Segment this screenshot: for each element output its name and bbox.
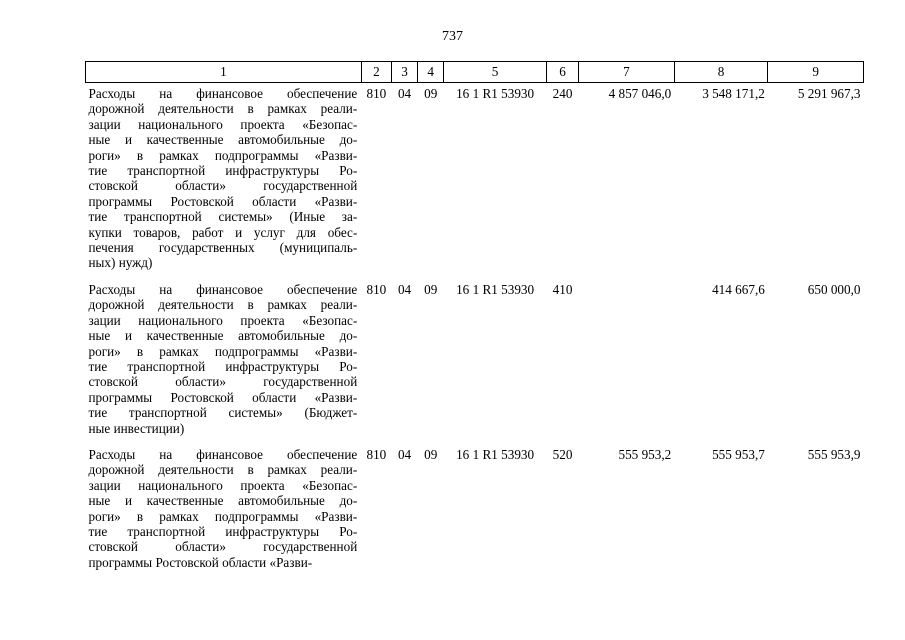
section-code: 04 (397, 281, 412, 297)
expense-type-code: 240 (552, 86, 573, 101)
table-header-row (86, 62, 864, 83)
description-line: тие транспортной инфраструктуры Ро- (88, 163, 358, 179)
table-row (86, 279, 864, 444)
amount-col8: 414 667,6 (712, 281, 765, 297)
description-line: зации национального проекта «Безопас- (88, 477, 358, 493)
description-line: дорожной деятельности в рамках реали- (88, 101, 358, 117)
column-header: 4 (418, 62, 444, 83)
description-line: ные инвестиции) (88, 420, 185, 436)
description-line: ные и качественные автомобильные до- (88, 493, 358, 509)
amount-col8: 3 548 171,2 (702, 86, 765, 101)
target-article-code: 16 1 R1 53930 (456, 281, 535, 297)
table-row (86, 83, 864, 279)
subsection-code: 09 (424, 446, 438, 462)
expense-description (86, 444, 362, 578)
ministry-code: 810 (366, 86, 387, 101)
subsection-code: 09 (424, 281, 438, 297)
table-row (86, 444, 864, 578)
description-line: стовской области» государственной (88, 374, 358, 390)
expense-type-code: 410 (552, 281, 573, 297)
ministry-code: 810 (366, 446, 387, 462)
description-line: зации национального проекта «Безопас- (88, 312, 358, 328)
description-line: роги» в рамках подпрограммы «Разви- (88, 147, 358, 163)
expense-description (86, 279, 362, 444)
budget-table (85, 61, 864, 578)
description-line: дорожной деятельности в рамках реали- (88, 297, 358, 313)
description-line: купки товаров, работ и услуг для обес- (88, 224, 358, 240)
table-body (86, 83, 864, 579)
description-line: стовской области» государственной (88, 539, 358, 555)
amount-col8: 555 953,7 (712, 446, 765, 462)
target-article-code: 16 1 R1 53930 (456, 86, 535, 101)
column-header: 3 (391, 62, 417, 83)
column-header: 8 (674, 62, 768, 83)
amount-col9: 650 000,0 (807, 281, 861, 297)
column-header: 9 (768, 62, 864, 83)
description-line: тие транспортной системы» (Бюджет- (88, 405, 358, 421)
description-line: дорожной деятельности в рамках реали- (88, 462, 358, 478)
description-line: Расходы на финансовое обеспечение (88, 281, 358, 297)
column-header: 1 (86, 62, 362, 83)
column-header: 2 (361, 62, 391, 83)
description-line: Расходы на финансовое обеспечение (88, 446, 358, 462)
description-line: роги» в рамках подпрограммы «Разви- (88, 343, 358, 359)
description-line: программы Ростовской области «Разви- (88, 193, 358, 209)
description-line: тие транспортной инфраструктуры Ро- (88, 358, 358, 374)
description-line: стовской области» государственной (88, 178, 358, 194)
amount-col9: 555 953,9 (807, 446, 861, 462)
amount-col7: 4 857 046,0 (608, 86, 672, 101)
description-line: ных) нужд) (88, 255, 153, 271)
description-line: тие транспортной инфраструктуры Ро- (88, 523, 358, 539)
page-number: 737 (442, 29, 463, 44)
amount-col9: 5 291 967,3 (797, 86, 861, 101)
description-line: ные и качественные автомобильные до- (88, 132, 358, 148)
description-line: ные и качественные автомобильные до- (88, 328, 358, 344)
description-line: Расходы на финансовое обеспечение (88, 86, 358, 101)
ministry-code: 810 (366, 281, 387, 297)
expense-description (86, 83, 362, 279)
column-header: 7 (579, 62, 675, 83)
description-line: зации национального проекта «Безопас- (88, 116, 358, 132)
amount-col7: 555 953,2 (618, 446, 672, 462)
column-header: 6 (546, 62, 578, 83)
description-line: программы Ростовской области «Разви- (88, 389, 358, 405)
section-code: 04 (397, 86, 412, 101)
description-line: тие транспортной системы» (Иные за- (88, 209, 358, 225)
description-line: печения государственных (муниципаль- (88, 240, 358, 256)
amount-col7 (579, 279, 675, 444)
subsection-code: 09 (424, 86, 438, 101)
column-header: 5 (444, 62, 547, 83)
section-code: 04 (397, 446, 412, 462)
description-line: роги» в рамках подпрограммы «Разви- (88, 508, 358, 524)
target-article-code: 16 1 R1 53930 (456, 446, 535, 462)
expense-type-code: 520 (552, 446, 573, 462)
description-line: программы Ростовской области «Разви- (88, 554, 313, 570)
